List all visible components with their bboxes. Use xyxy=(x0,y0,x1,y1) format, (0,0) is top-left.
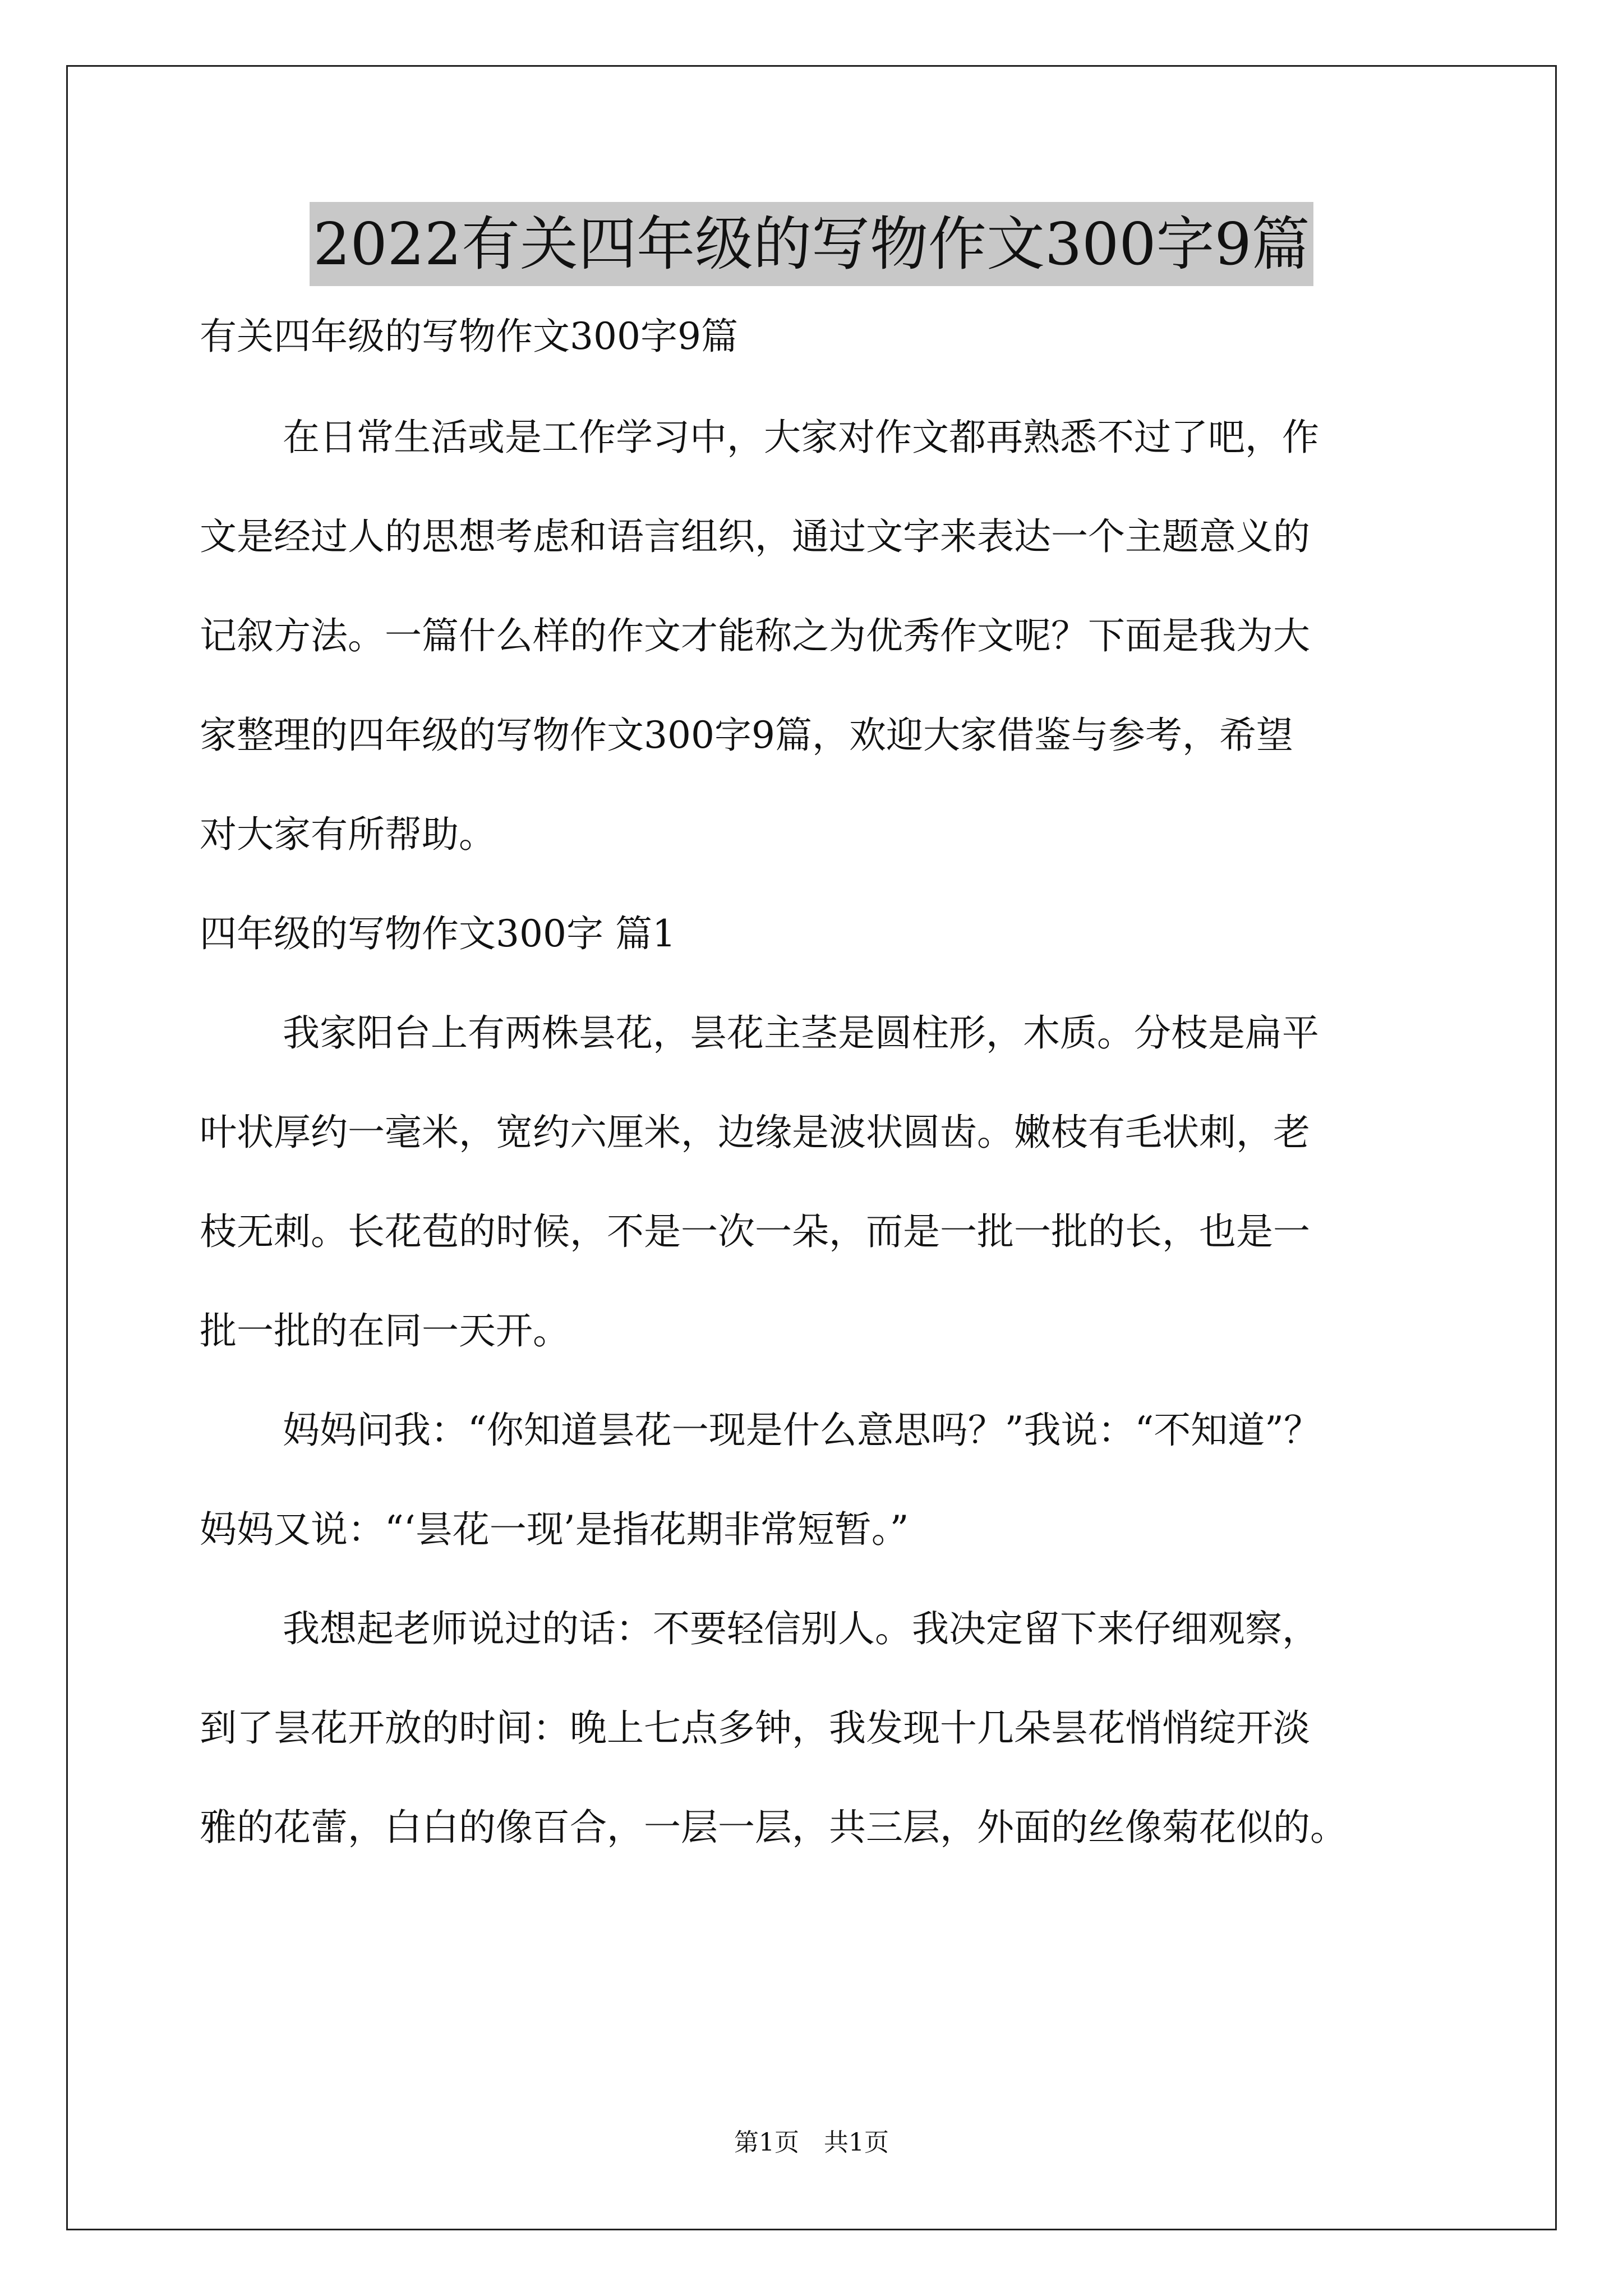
title-container xyxy=(0,202,1623,286)
section-heading: 四年级的写物作文300字 篇1 xyxy=(200,912,676,955)
document-title: 2022有关四年级的写物作文300字9篇 xyxy=(310,202,1313,286)
intro-line: 记叙方法。一篇什么样的作文才能称之为优秀作文呢？下面是我为大 xyxy=(200,614,1310,657)
para3-line: 雅的花蕾，白白的像百合，一层一层，共三层，外面的丝像菊花似的。 xyxy=(200,1806,1347,1849)
intro-line: 对大家有所帮助。 xyxy=(200,813,496,856)
para1-line: 批一批的在同一天开。 xyxy=(200,1309,570,1352)
para3-line: 到了昙花开放的时间：晚上七点多钟，我发现十几朵昙花悄悄绽开淡 xyxy=(200,1706,1310,1750)
para2-line: 妈妈又说：“‘昙花一现’是指花期非常短暂。” xyxy=(200,1508,909,1551)
para1-line: 叶状厚约一毫米，宽约六厘米，边缘是波状圆齿。嫩枝有毛状刺，老 xyxy=(200,1111,1310,1154)
intro-line: 文是经过人的思想考虑和语言组织，通过文字来表达一个主题意义的 xyxy=(200,515,1310,558)
intro-line: 在日常生活或是工作学习中，大家对作文都再熟悉不过了吧，作 xyxy=(283,416,1319,459)
page-footer: 第1页 共1页 xyxy=(734,2128,889,2157)
para3-line: 我想起老师说过的话：不要轻信别人。我决定留下来仔细观察， xyxy=(283,1607,1319,1650)
para1-line: 枝无刺。长花苞的时候，不是一次一朵，而是一批一批的长，也是一 xyxy=(200,1210,1310,1253)
intro-line: 家整理的四年级的写物作文300字9篇，欢迎大家借鉴与参考，希望 xyxy=(200,714,1293,757)
para2-line: 妈妈问我：“你知道昙花一现是什么意思吗？”我说：“不知道”？ xyxy=(283,1409,1321,1452)
document-subtitle: 有关四年级的写物作文300字9篇 xyxy=(200,315,738,358)
para1-line: 我家阳台上有两株昙花，昙花主茎是圆柱形，木质。分枝是扁平 xyxy=(283,1011,1319,1055)
